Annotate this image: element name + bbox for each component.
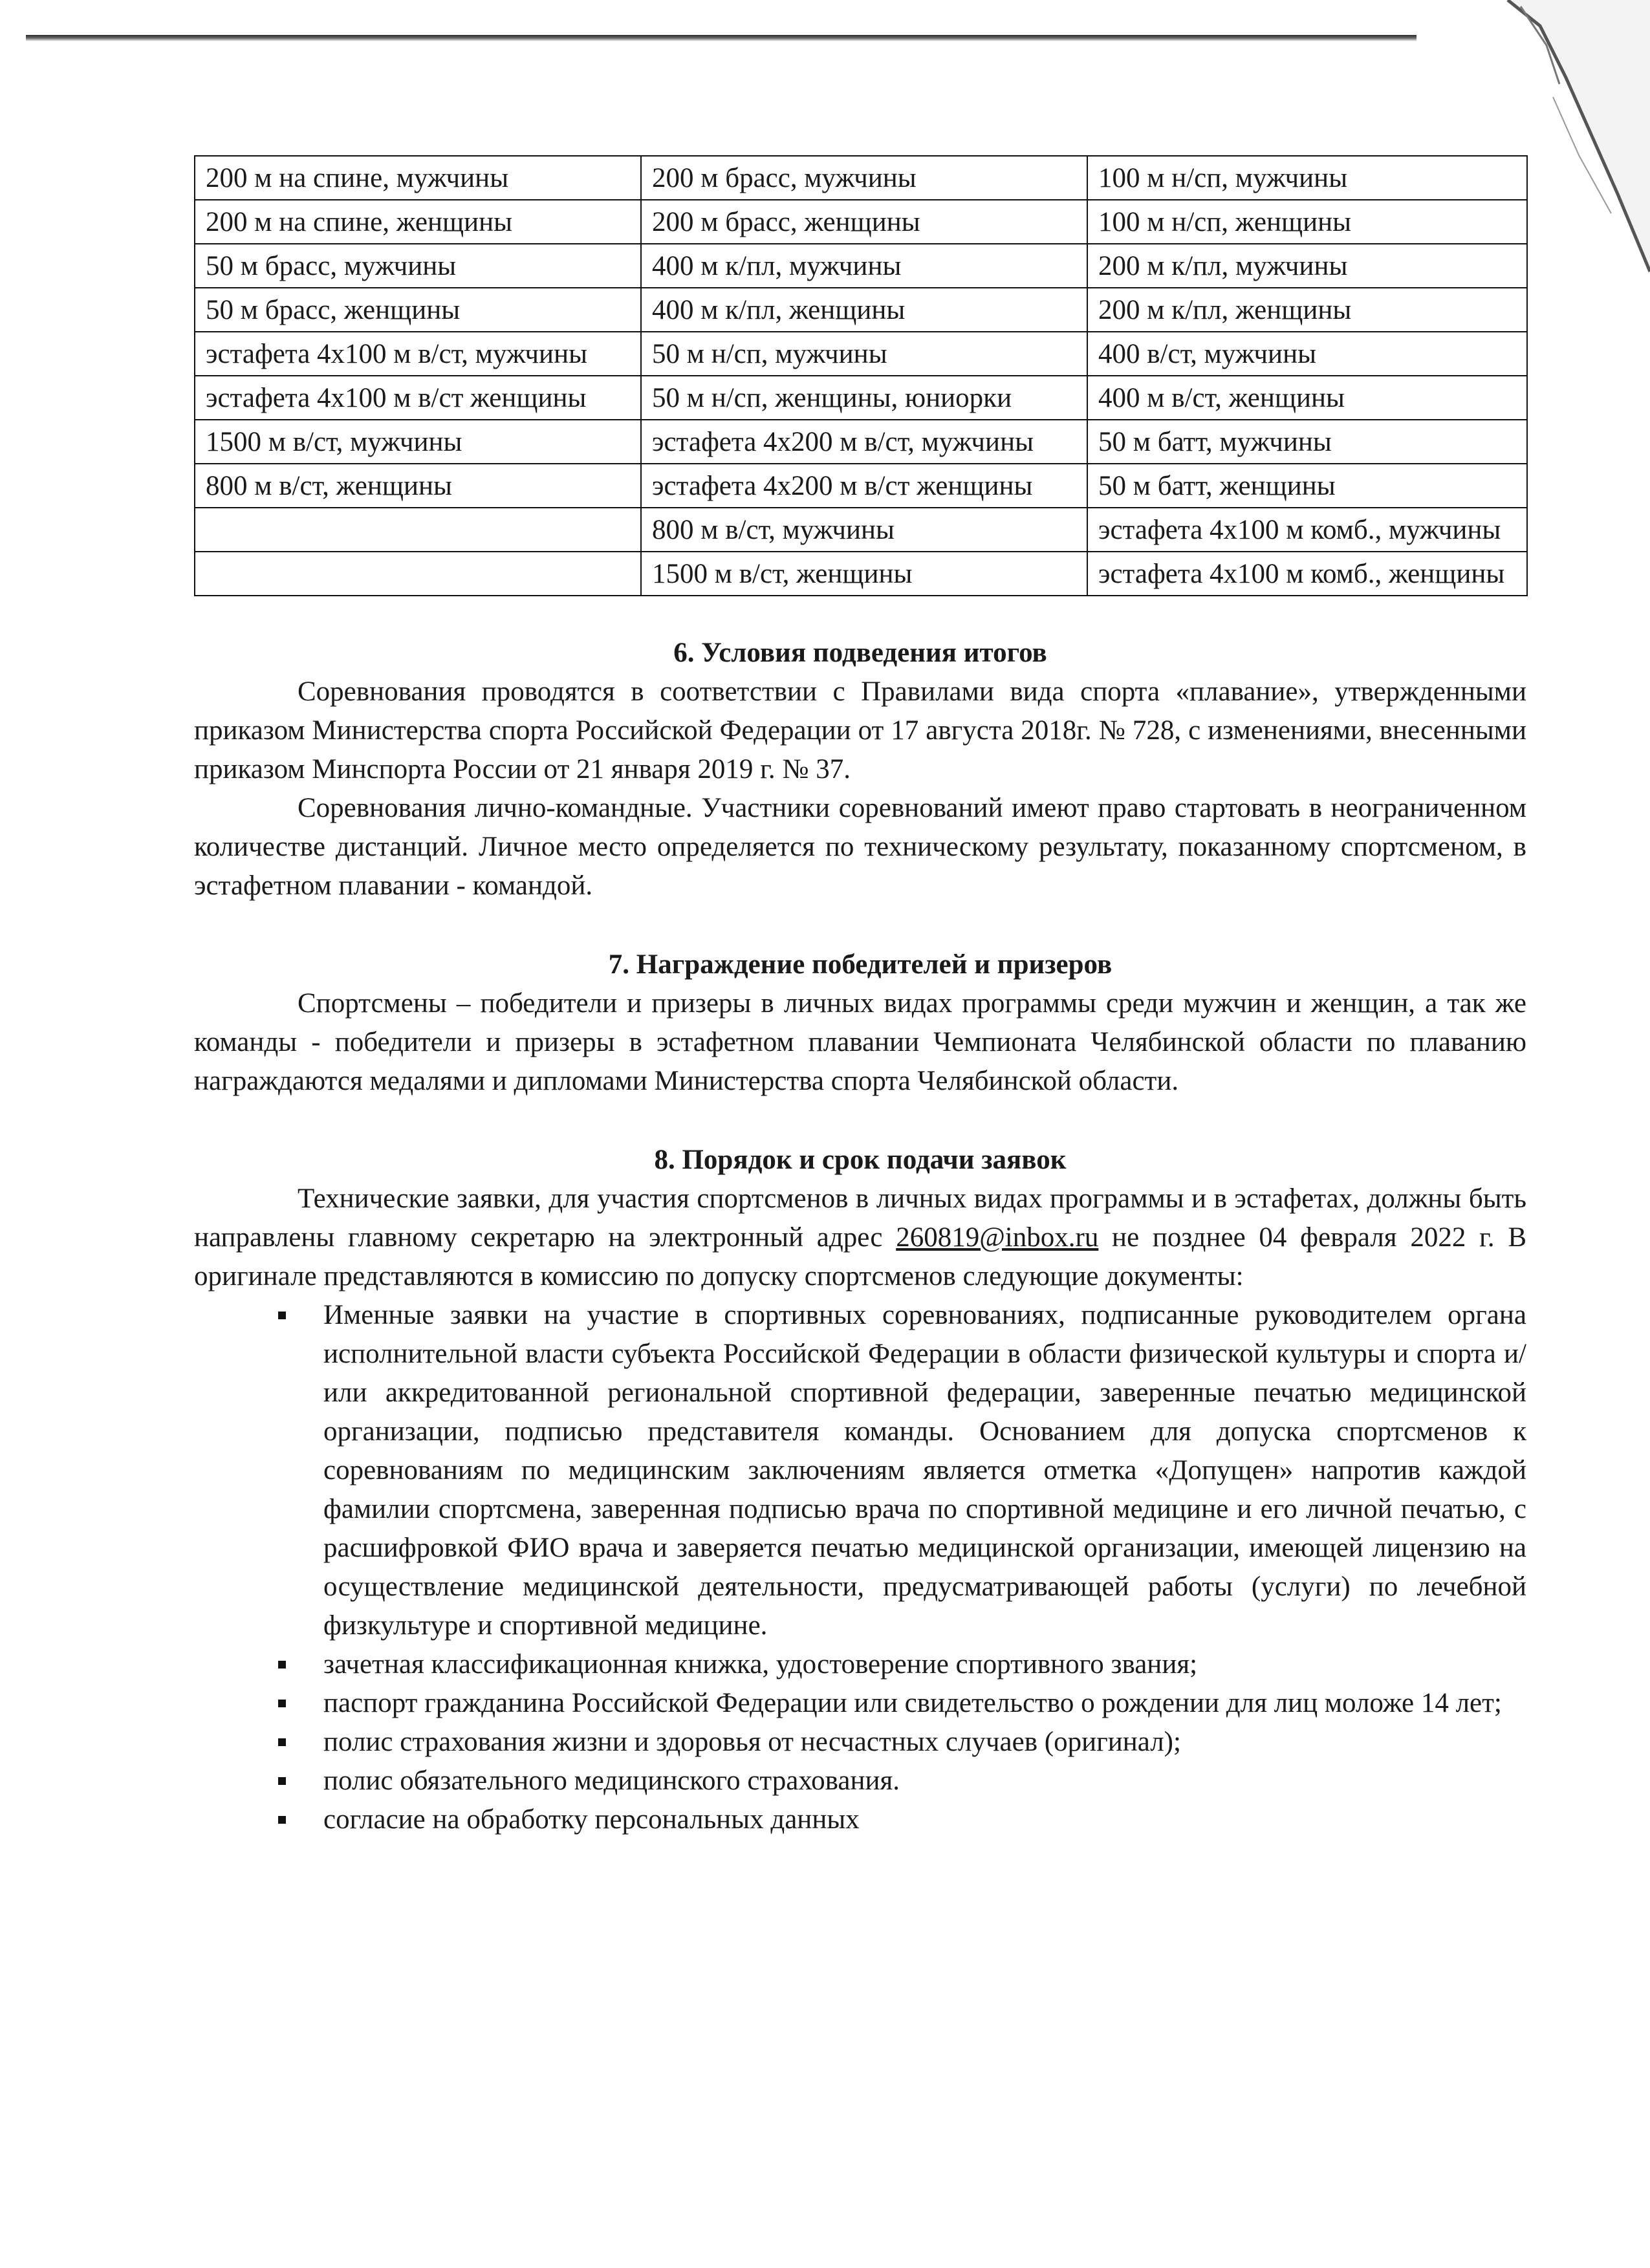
table-cell: 800 м в/ст, мужчины <box>641 508 1087 552</box>
table-cell: эстафета 4х100 м в/ст женщины <box>195 376 641 420</box>
list-item-text: паспорт гражданина Российской Федерации или свидетельство о рождении для лиц моложе 14 лет; <box>323 1688 1502 1718</box>
section-6-paragraph-2: Соревнования лично-командные. Участники соревнований имеют право стартовать в неограниченном количестве дистанций. Личное место определяется по техническому результату, показанному спортсменом, в эстафетном плавании - командой. <box>194 793 1526 901</box>
section-7-paragraph-1: Спортсмены – победители и призеры в личных видах программы среди мужчин и женщин, а так же команды - победители и призеры в эстафетном плавании Чемпионата Челябинской области по плаванию награждаются медалями и дипломами Министерства спорта Челябинской области. <box>194 988 1526 1096</box>
table-cell: 400 м к/пл, женщины <box>641 288 1087 332</box>
section-7 <box>194 945 1526 1101</box>
required-documents-list <box>194 1296 1526 1839</box>
table-cell: 400 м к/пл, мужчины <box>641 244 1087 288</box>
list-item-text: зачетная классификационная книжка, удостоверение спортивного звания; <box>323 1649 1198 1679</box>
table-cell: 400 в/ст, мужчины <box>1087 332 1527 376</box>
table-cell <box>195 508 641 552</box>
table-row <box>195 552 1527 596</box>
section-8 <box>194 1141 1526 1839</box>
table-row <box>195 244 1527 288</box>
table-row <box>195 288 1527 332</box>
scan-edge-line <box>26 35 1417 41</box>
table-cell: 1500 м в/ст, женщины <box>641 552 1087 596</box>
table-cell: 200 м на спине, женщины <box>195 200 641 244</box>
table-row <box>195 332 1527 376</box>
table-cell: 800 м в/ст, женщины <box>195 464 641 508</box>
table-cell: 200 м брасс, женщины <box>641 200 1087 244</box>
square-bullet-icon <box>278 1312 286 1319</box>
table-row <box>195 464 1527 508</box>
table-cell <box>195 552 641 596</box>
list-item <box>194 1684 1526 1723</box>
section-6-heading: 6. Условия подведения итогов <box>673 638 1047 668</box>
list-item <box>194 1800 1526 1839</box>
table-row <box>195 200 1527 244</box>
table-cell: 50 м н/сп, мужчины <box>641 332 1087 376</box>
table-cell: 200 м брасс, мужчины <box>641 156 1087 200</box>
document-page <box>194 155 1526 1839</box>
table-cell: 50 м батт, женщины <box>1087 464 1527 508</box>
table-cell: эстафета 4х200 м в/ст, мужчины <box>641 420 1087 464</box>
square-bullet-icon <box>278 1738 286 1746</box>
table-cell: 200 м к/пл, мужчины <box>1087 244 1527 288</box>
list-item-text: согласие на обработку персональных данных <box>323 1804 860 1835</box>
table-row <box>195 376 1527 420</box>
section-6-paragraph-1: Соревнования проводятся в соответствии с Правилами вида спорта «плавание», утвержденными приказом Министерства спорта Российской Федерации от 17 августа 2018г. № 728, с изменениями, внесенными приказом Минспорта России от 21 января 2019 г. № 37. <box>194 676 1526 784</box>
table-row <box>195 156 1527 200</box>
square-bullet-icon <box>278 1777 286 1785</box>
table-row <box>195 420 1527 464</box>
table-cell: эстафета 4х200 м в/ст женщины <box>641 464 1087 508</box>
section-7-heading: 7. Награждение победителей и призеров <box>608 949 1113 980</box>
list-item <box>194 1762 1526 1800</box>
table-cell: 50 м брасс, мужчины <box>195 244 641 288</box>
table-cell: 50 м брасс, женщины <box>195 288 641 332</box>
section-8-heading: 8. Порядок и срок подачи заявок <box>654 1145 1067 1175</box>
list-item-text: полис обязательного медицинского страхования. <box>323 1766 900 1796</box>
table-cell: 50 м батт, мужчины <box>1087 420 1527 464</box>
table-row <box>195 508 1527 552</box>
table-cell: 200 м к/пл, женщины <box>1087 288 1527 332</box>
events-table <box>194 155 1528 596</box>
table-cell: эстафета 4х100 м в/ст, мужчины <box>195 332 641 376</box>
table-cell: эстафета 4х100 м комб., мужчины <box>1087 508 1527 552</box>
list-item <box>194 1296 1526 1645</box>
table-cell: 200 м на спине, мужчины <box>195 156 641 200</box>
list-item-text: Именные заявки на участие в спортивных соревнованиях, подписанные руководителем органа исполнительной власти субъекта Российской Федерации в области физической культуры и спорта и/или аккредитованной региональной спортивной федерации, заверенные печатью медицинской организации, подписью представителя команды. Основанием для допуска спортсменов к соревнованиям по медицинским заключениям является отметка «Допущен» напротив каждой фамилии спортсмена, заверенная подписью врача по спортивной медицине и его личной печатью, с расшифровкой ФИО врача и заверяется печатью медицинской организации, имеющей лицензию на осуществление медицинской деятельности, предусматривающей работы (услуги) по лечебной физкультуре и спортивной медицине. <box>323 1300 1526 1641</box>
table-cell: 50 м н/сп, женщины, юниорки <box>641 376 1087 420</box>
section-8-text-before-email: Технические заявки, для участия спортсменов в личных видах программы и в эстафетах, должны быть направлены главному секретарю на электронный адрес <box>194 1183 1526 1253</box>
table-cell: эстафета 4х100 м комб., женщины <box>1087 552 1527 596</box>
section-8-text-after-email: не позднее 04 февраля 2022 г. В оригинале представляются в комиссию по допуску спортсменов следующие документы: <box>194 1222 1526 1291</box>
table-cell: 100 м н/сп, мужчины <box>1087 156 1527 200</box>
email-link[interactable]: 260819@inbox.ru <box>896 1222 1099 1253</box>
table-cell: 400 м в/ст, женщины <box>1087 376 1527 420</box>
square-bullet-icon <box>278 1816 286 1824</box>
square-bullet-icon <box>278 1700 286 1707</box>
square-bullet-icon <box>278 1661 286 1669</box>
table-cell: 100 м н/сп, женщины <box>1087 200 1527 244</box>
list-item <box>194 1723 1526 1762</box>
section-8-paragraph-1 <box>194 1180 1526 1296</box>
list-item-text: полис страхования жизни и здоровья от несчастных случаев (оригинал); <box>323 1727 1181 1757</box>
table-cell: 1500 м в/ст, мужчины <box>195 420 641 464</box>
list-item <box>194 1645 1526 1684</box>
section-6 <box>194 634 1526 905</box>
